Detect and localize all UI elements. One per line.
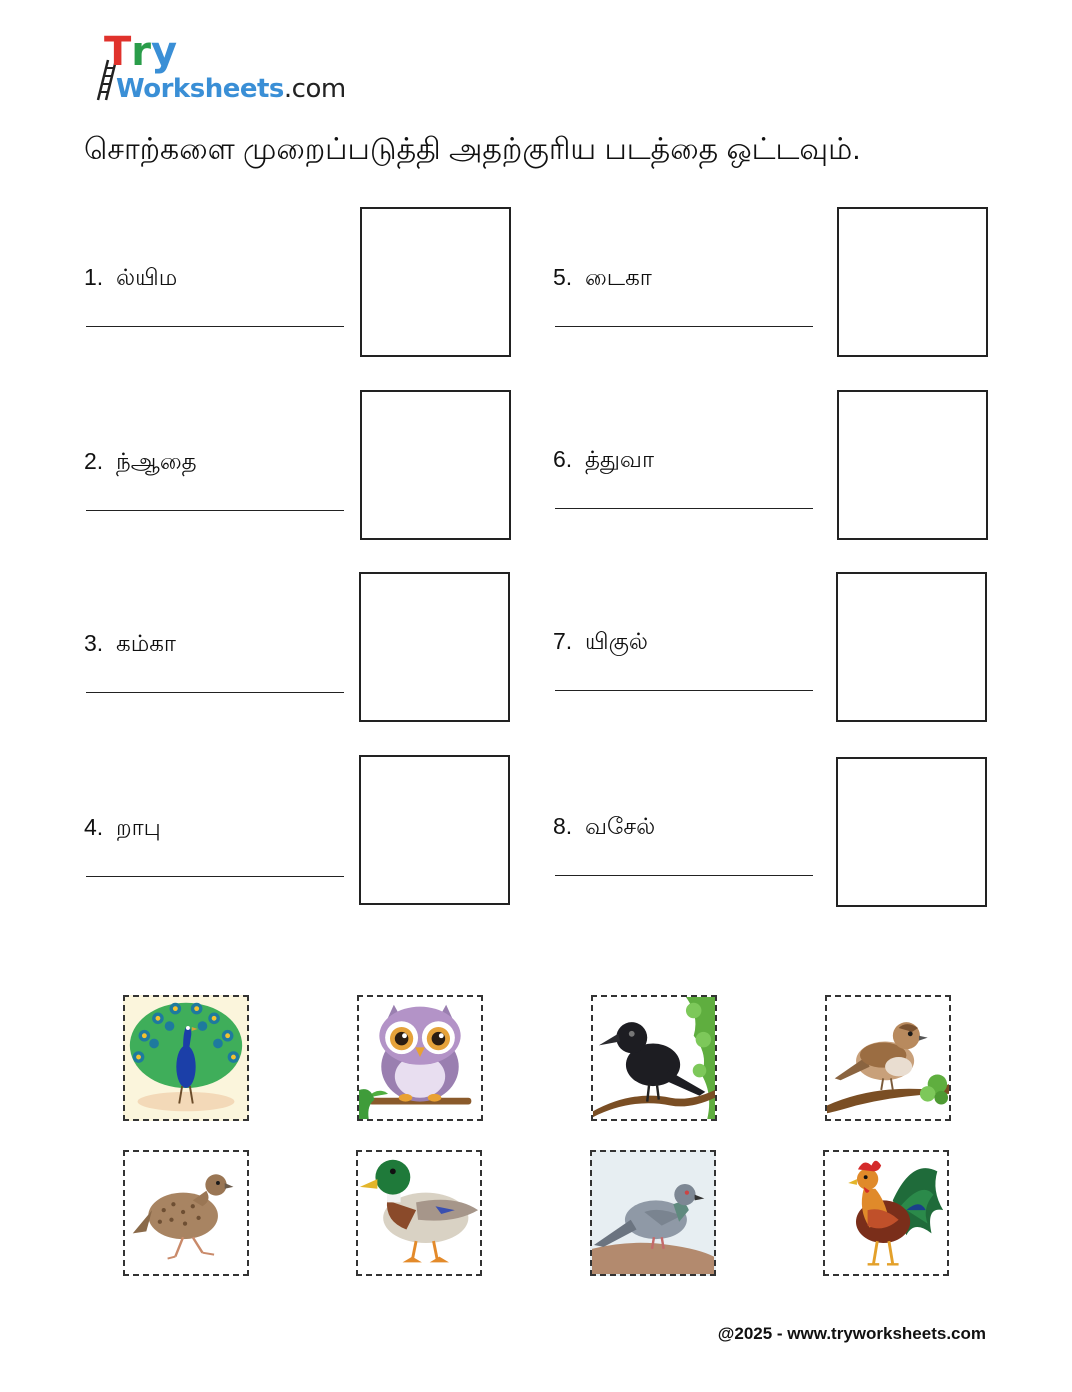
site-logo [92,29,346,105]
question-label [553,811,655,841]
picture-card-sparrow[interactable] [825,995,951,1121]
picture-box-8[interactable] [836,757,987,907]
answer-line[interactable] [86,510,344,511]
logo-letter-r: r [131,29,152,75]
picture-card-rooster[interactable] [823,1150,949,1276]
scrambled-word: டைகா [585,264,652,290]
scrambled-word: ந்ஆதை [116,448,197,474]
logo-wordmark [116,74,346,104]
question-number: 3. [84,630,104,656]
question-label [84,262,177,292]
question-number: 6. [553,446,573,472]
logo-try [104,30,177,74]
picture-card-peacock[interactable] [123,995,249,1121]
question-label [84,446,197,476]
pigeon-icon [592,1152,714,1274]
picture-card-pigeon[interactable] [590,1150,716,1276]
picture-box-6[interactable] [837,390,988,540]
logo-word-main: Worksheets [116,74,284,104]
picture-card-owl[interactable] [357,995,483,1121]
peacock-icon [125,997,247,1119]
question-label [84,628,176,658]
question-number: 8. [553,813,573,839]
answer-line[interactable] [555,326,813,327]
question-label [84,812,161,842]
picture-box-4[interactable] [359,755,510,905]
scrambled-word: கம்கா [116,630,176,656]
question-label [553,626,648,656]
question-label [553,444,654,474]
sparrow-icon [827,997,949,1119]
scrambled-word: வசேல் [585,813,656,839]
picture-box-1[interactable] [360,207,511,357]
crow-icon [593,997,715,1119]
question-number: 4. [84,814,104,840]
answer-line[interactable] [86,876,344,877]
picture-box-3[interactable] [359,572,510,722]
rooster-icon [825,1152,947,1274]
question-label [553,262,652,292]
answer-line[interactable] [555,690,813,691]
picture-box-2[interactable] [360,390,511,540]
answer-line[interactable] [555,508,813,509]
owl-icon [359,997,481,1119]
scrambled-word: ல்யிம [116,264,178,290]
question-number: 7. [553,628,573,654]
picture-card-crow[interactable] [591,995,717,1121]
instruction-heading: சொற்களை முறைப்படுத்தி அதற்குரிய படத்தை ஒட்டவும். [84,133,861,166]
picture-box-5[interactable] [837,207,988,357]
answer-line[interactable] [555,875,813,876]
answer-line[interactable] [86,692,344,693]
picture-card-duck[interactable] [356,1150,482,1276]
picture-box-7[interactable] [836,572,987,722]
scrambled-word: யிகுல் [585,628,649,654]
scrambled-word: த்துவா [585,446,654,472]
partridge-icon [125,1152,247,1274]
scrambled-word: றாபு [116,814,161,840]
question-number: 5. [553,264,573,290]
picture-card-partridge[interactable] [123,1150,249,1276]
logo-word-suffix: .com [283,74,346,104]
footer-copyright: @2025 - www.tryworksheets.com [717,1324,986,1343]
answer-line[interactable] [86,326,344,327]
question-number: 1. [84,264,104,290]
question-number: 2. [84,448,104,474]
logo-letter-t: T [104,29,132,75]
duck-icon [358,1152,480,1274]
logo-letter-y: y [151,29,178,75]
